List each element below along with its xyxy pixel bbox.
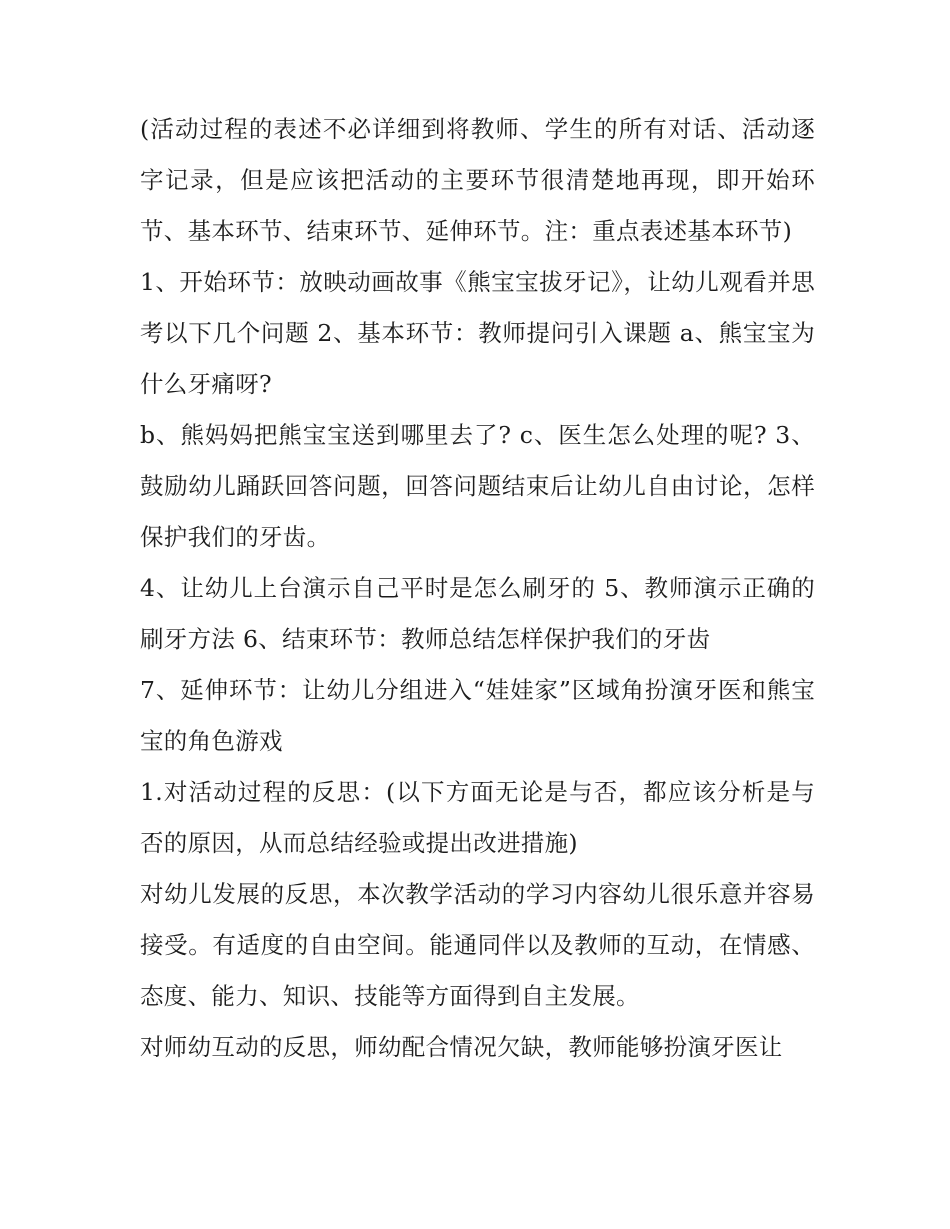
- document-body: [140, 104, 815, 1073]
- paragraph-activity-note: (活动过程的表述不必详细到将教师、学生的所有对话、活动逐字记录，但是应该把活动的主要环节很清楚地再现，即开始环节、基本环节、结束环节、延伸环节。注：重点表述基本环节): [140, 115, 815, 245]
- paragraph-reflection-heading: 1.对活动过程的反思：(以下方面无论是与否，都应该分析是与否的原因，从而总结经验或提出改进措施): [140, 778, 815, 857]
- paragraph-child-development-reflection: 对幼儿发展的反思，本次教学活动的学习内容幼儿很乐意并容易接受。有适度的自由空间。能通同伴以及教师的互动，在情感、态度、能力、知识、技能等方面得到自主发展。: [140, 880, 815, 1010]
- paragraph-demonstration: 4、让幼儿上台演示自己平时是怎么刷牙的 5、教师演示正确的刷牙方法 6、结束环节：教师总结怎样保护我们的牙齿: [140, 574, 815, 653]
- paragraph-teacher-child-interaction-reflection: 对师幼互动的反思，师幼配合情况欠缺，教师能够扮演牙医让: [140, 1033, 783, 1061]
- paragraph-opening-step: 1、开始环节：放映动画故事《熊宝宝拔牙记》，让幼儿观看并思考以下几个问题 2、基本环节：教师提问引入课题 a、熊宝宝为什么牙痛呀?: [140, 268, 815, 398]
- paragraph-questions: b、熊妈妈把熊宝宝送到哪里去了? c、医生怎么处理的呢? 3、鼓励幼儿踊跃回答问题，回答问题结束后让幼儿自由讨论，怎样保护我们的牙齿。: [140, 421, 815, 551]
- paragraph-extension-step: 7、延伸环节：让幼儿分组进入“娃娃家”区域角扮演牙医和熊宝宝的角色游戏: [140, 676, 815, 755]
